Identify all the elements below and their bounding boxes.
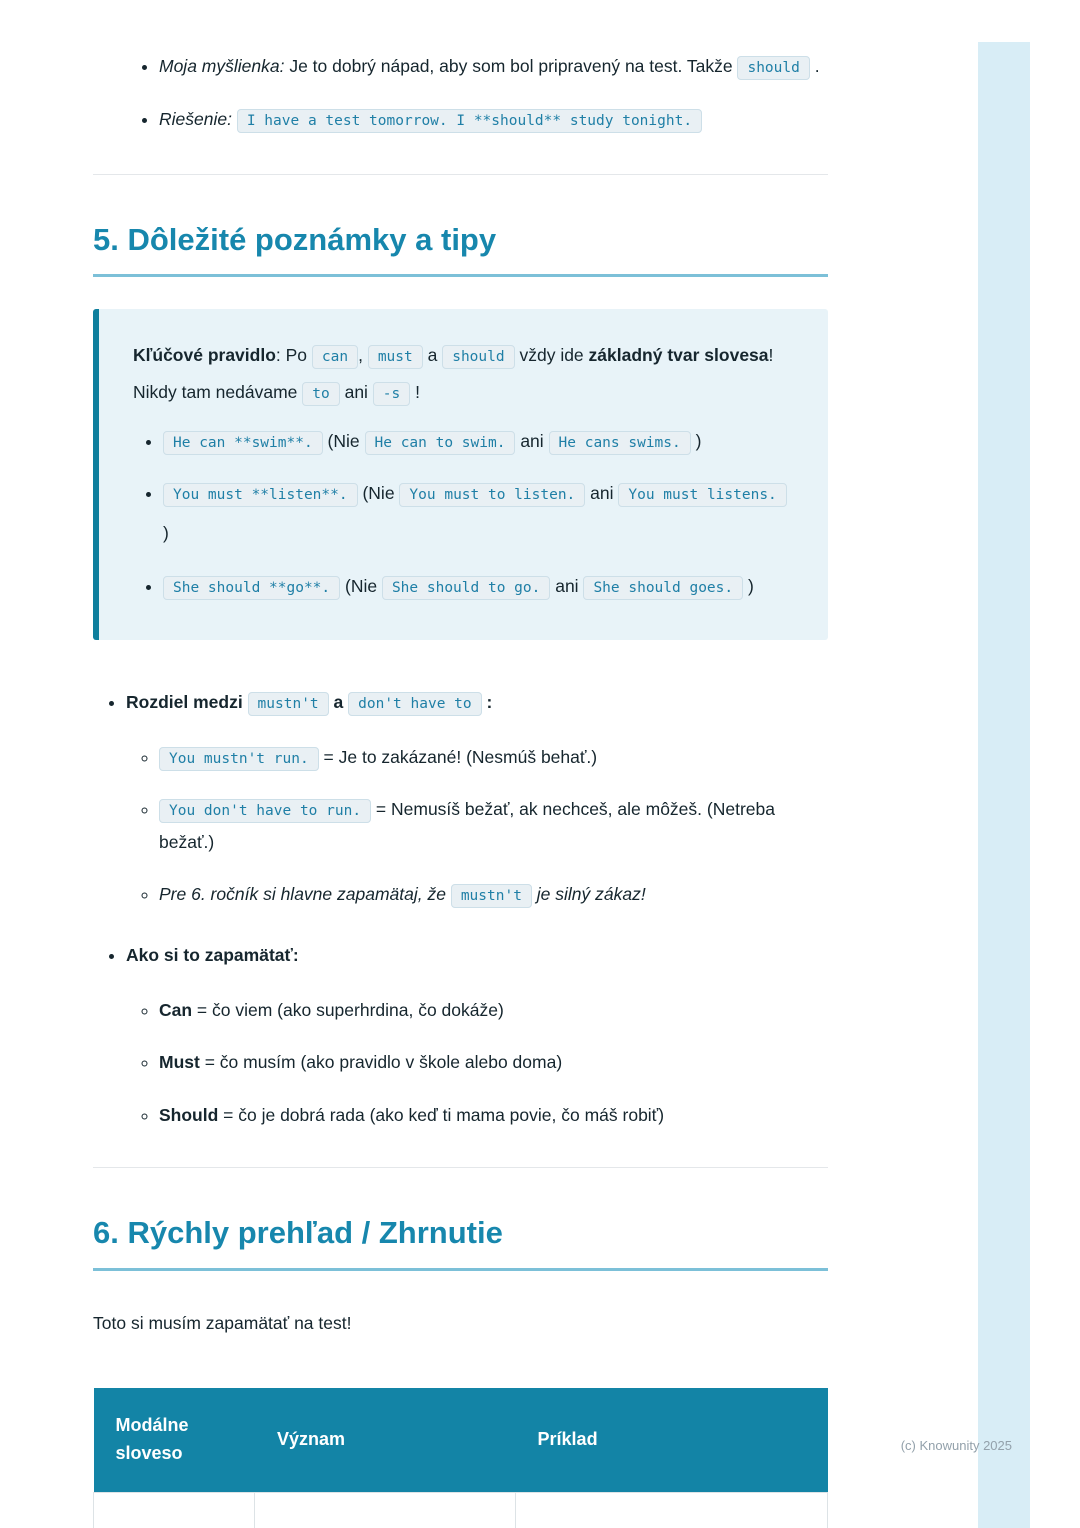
table-cell (255, 1493, 516, 1528)
text-segment: ) (690, 430, 702, 451)
text-segment: Rozdiel medzi (126, 691, 248, 712)
text-segment: (Nie (322, 430, 365, 451)
list-item (159, 793, 828, 858)
code-chip: I have a test tomorrow. I **should** study tonight. (237, 109, 702, 133)
intro-bullet-list (93, 48, 828, 138)
code-chip: can (312, 345, 358, 369)
callout-intro (133, 337, 794, 411)
text-segment: . (809, 56, 820, 76)
sub-bullet-list (126, 994, 828, 1131)
table-cell (516, 1493, 828, 1528)
rich-text (163, 576, 754, 596)
code-chip: must (368, 345, 423, 369)
text-segment: základný tvar slovesa (588, 345, 769, 366)
text-segment: a (422, 345, 443, 366)
text-segment: = čo viem (ako superhrdina, čo dokáže) (192, 999, 504, 1020)
rich-text (159, 747, 597, 767)
text-segment: Moja myšlienka: (159, 56, 285, 76)
callout-bullet-list (133, 421, 794, 606)
code-chip: He can **swim**. (163, 431, 323, 455)
rich-text (159, 1000, 504, 1020)
code-chip: You must **listen**. (163, 483, 358, 507)
text-segment: a (328, 691, 349, 712)
text-segment: (Nie (340, 575, 382, 596)
rich-text (163, 431, 701, 451)
text-segment: ani (339, 382, 373, 402)
code-chip: She should goes. (583, 576, 743, 600)
list-item (159, 101, 828, 138)
section-divider (93, 174, 828, 175)
key-rule-callout (93, 309, 828, 640)
text-segment: = čo je dobrá rada (ako keď ti mama povie, čo máš robiť) (218, 1104, 665, 1125)
code-chip: You must listens. (618, 483, 786, 507)
rich-text (159, 1105, 664, 1125)
text-segment: Riešenie: (159, 108, 232, 129)
table-cell (94, 1493, 255, 1528)
sub-bullet-list (126, 741, 828, 911)
list-item (159, 48, 828, 85)
text-segment: : Po (275, 345, 312, 366)
notes-bullet-list (93, 686, 828, 1131)
code-chip: You must to listen. (399, 483, 585, 507)
list-item (163, 566, 794, 606)
code-chip: mustn't (451, 884, 532, 908)
text-segment: ! (410, 382, 420, 402)
text-segment: ani (515, 430, 549, 451)
table-header-example: Príklad (516, 1388, 828, 1492)
text-segment: Must (159, 1052, 200, 1073)
text-segment: Pre 6. ročník si hlavne zapamätaj, že (159, 884, 451, 905)
code-chip: don't have to (348, 692, 482, 716)
rich-text (159, 884, 646, 904)
code-chip: to (302, 382, 339, 406)
code-chip: He can to swim. (365, 431, 516, 455)
list-item (126, 939, 828, 1131)
rich-text (163, 483, 787, 543)
code-chip: You don't have to run. (159, 799, 371, 823)
text-segment: je silný zákaz! (531, 884, 646, 905)
text-segment: Je to dobrý nápad, aby som bol pripravený na test. Takže (284, 56, 738, 76)
list-item (159, 1099, 828, 1131)
text-segment: = Je to zakázané! (Nesmúš behať.) (318, 747, 598, 767)
text-segment: : (481, 691, 493, 712)
table-header-row (94, 1388, 828, 1492)
section-6-title: 6. Rýchly prehľad / Zhrnutie (93, 1214, 828, 1271)
rich-text (159, 799, 775, 851)
list-item (159, 994, 828, 1026)
text-segment: ani (585, 483, 619, 503)
text-segment: = čo musím (ako pravidlo v škole alebo doma) (199, 1052, 563, 1073)
text-segment: Can (159, 999, 193, 1020)
rich-text (159, 56, 820, 76)
copyright-watermark: (c) Knowunity 2025 (900, 1438, 1012, 1453)
summary-lead-text: Toto si musím zapamätať na test! (93, 1312, 352, 1333)
code-chip: You mustn't run. (159, 747, 319, 771)
text-segment: Kľúčové pravidlo (133, 345, 276, 366)
text-segment: Should (159, 1104, 219, 1125)
list-item (163, 473, 794, 554)
text-segment: ani (550, 575, 584, 596)
section-5-title: 5. Dôležité poznámky a tipy (93, 221, 828, 278)
list-item (159, 741, 828, 773)
code-chip: should (737, 56, 809, 80)
section-divider (93, 1167, 828, 1168)
rich-text (159, 109, 702, 129)
table-row (94, 1493, 828, 1528)
list-item (159, 878, 828, 910)
code-chip: She should to go. (382, 576, 550, 600)
text-segment: vždy ide (514, 345, 589, 366)
text-segment: Ako si to zapamätať: (126, 944, 299, 965)
text-segment: ) (743, 575, 754, 596)
code-chip: -s (373, 382, 410, 406)
text-segment: ) (163, 523, 169, 544)
rich-text (126, 692, 492, 712)
list-item (159, 1046, 828, 1078)
text-segment: (Nie (357, 483, 400, 503)
code-chip: She should **go**. (163, 576, 340, 600)
summary-table-body (94, 1493, 828, 1528)
text-segment: ! Nikdy tam nedávame (133, 345, 774, 402)
text-segment: = Nemusíš bežať, ak nechceš, ale môžeš. (Netreba bežať.) (159, 799, 775, 852)
summary-table-head (94, 1388, 828, 1492)
text-segment: , (358, 345, 368, 366)
list-item (163, 421, 794, 461)
table-header-meaning: Význam (255, 1388, 516, 1492)
rich-text (159, 1052, 562, 1072)
code-chip: should (442, 345, 514, 369)
list-item (126, 686, 828, 911)
summary-table (93, 1388, 828, 1528)
table-header-modal-verb: Modálne sloveso (94, 1388, 255, 1492)
code-chip: mustn't (248, 692, 329, 716)
code-chip: He cans swims. (549, 431, 691, 455)
rich-text (126, 945, 299, 965)
